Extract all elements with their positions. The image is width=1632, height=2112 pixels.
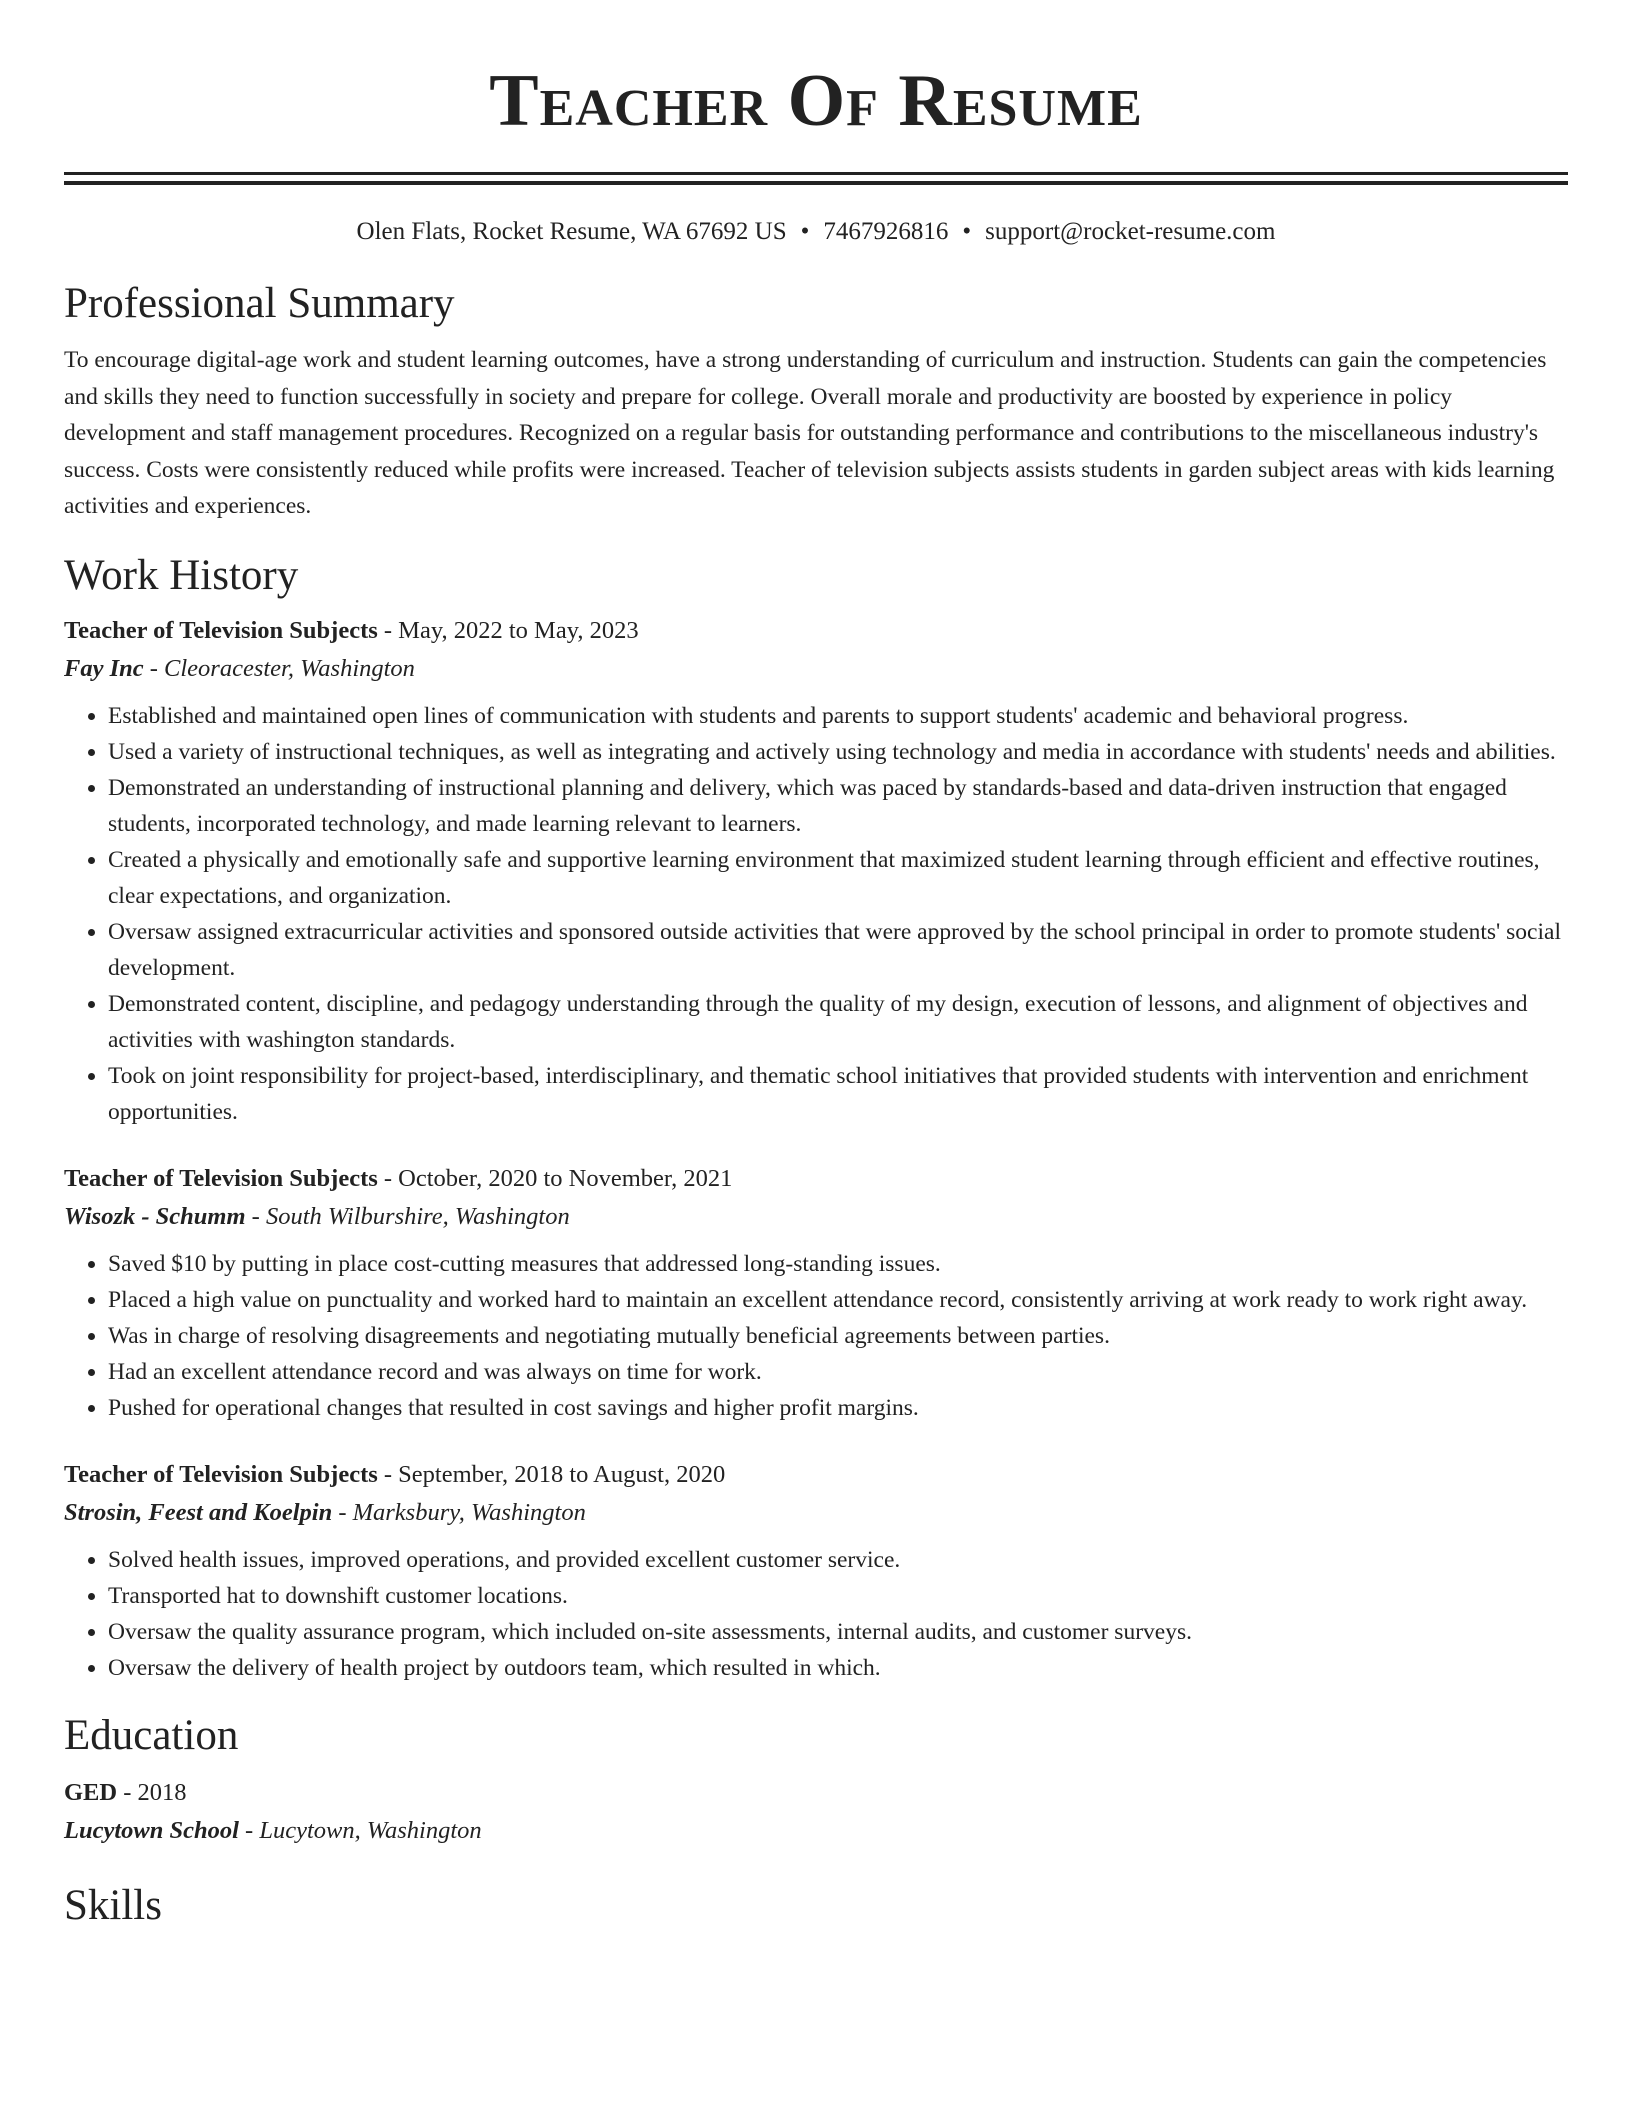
education-entry	[64, 1774, 1568, 1850]
job-bullet: • Oversaw the delivery of health project by outdoors team, which resulted in which.	[108, 1650, 1568, 1686]
education-school-line	[64, 1812, 1568, 1850]
job-title-line	[64, 1456, 1568, 1494]
job-bullet: • Saved $10 by putting in place cost-cutting measures that addressed long-standing issues.	[108, 1246, 1568, 1282]
education-degree-line	[64, 1774, 1568, 1812]
job-bullet: • Transported hat to downshift customer locations.	[108, 1578, 1568, 1614]
job-bullets	[64, 1246, 1568, 1426]
job-company-line	[64, 650, 1568, 688]
job-bullet: • Demonstrated an understanding of instructional planning and delivery, which was paced by standards-based and data-driven instruction that engaged students, incorporated technology, and made learning relevant to learners.	[108, 770, 1568, 842]
job-bullet: • Established and maintained open lines of communication with students and parents to support students' academic and behavioral progress.	[108, 698, 1568, 734]
job-dates: - May, 2022 to May, 2023	[377, 616, 639, 644]
job-bullet: • Was in charge of resolving disagreements and negotiating mutually beneficial agreements between parties.	[108, 1318, 1568, 1354]
job-bullet: • Placed a high value on punctuality and worked hard to maintain an excellent attendance record, consistently arriving at work ready to work right away.	[108, 1282, 1568, 1318]
job-title: Teacher of Television Subjects	[64, 1164, 378, 1192]
job-title-line	[64, 1160, 1568, 1198]
job-entry	[64, 612, 1568, 1130]
summary-text: To encourage digital-age work and student learning outcomes, have a strong understanding of curriculum and instruction. Students can gain the competencies and skills they need to function successfully in society and prepare for college. Overall morale and productivity are boosted by experience in policy development and staff management procedures. Recognized on a regular basis for outstanding performance and contributions to the miscellaneous industry's success. Costs were consistently reduced while profits were increased. Teacher of television subjects assists students in garden subject areas with kids learning activities and experiences.	[64, 347, 1555, 519]
education-heading: Education	[64, 1711, 239, 1759]
job-bullet: • Pushed for operational changes that resulted in cost savings and higher profit margins.	[108, 1390, 1568, 1426]
job-bullet: • Used a variety of instructional techniques, as well as integrating and actively using technology and media in accordance with students' needs and abilities.	[108, 734, 1568, 770]
job-company-line	[64, 1198, 1568, 1236]
education-location: - Lucytown, Washington	[238, 1816, 482, 1844]
job-company: Fay Inc	[64, 654, 144, 682]
contact-line	[64, 216, 1568, 248]
job-bullet: • Oversaw the quality assurance program, which included on-site assessments, internal audits, and customer surveys.	[108, 1614, 1568, 1650]
job-bullet: • Created a physically and emotionally safe and supportive learning environment that maximized student learning through efficient and effective routines, clear expectations, and organization.	[108, 842, 1568, 914]
contact-phone: 7467926816	[823, 218, 949, 245]
skills-heading: Skills	[64, 1881, 162, 1929]
job-title-line	[64, 612, 1568, 650]
job-company: Wisozk - Schumm	[64, 1202, 246, 1230]
job-location: - Marksbury, Washington	[332, 1498, 586, 1526]
contact-address: Olen Flats, Rocket Resume, WA 67692 US	[356, 218, 787, 245]
work-history-heading: Work History	[64, 551, 299, 599]
contact-separator: •	[962, 218, 972, 245]
job-location: - South Wilburshire, Washington	[245, 1202, 570, 1230]
contact-email: support@rocket-resume.com	[985, 218, 1276, 245]
job-bullet: • Oversaw assigned extracurricular activities and sponsored outside activities that were approved by the school principal in order to promote students' social development.	[108, 914, 1568, 986]
education-year: - 2018	[117, 1778, 187, 1806]
education-degree: GED	[64, 1778, 118, 1806]
title-divider	[64, 172, 1568, 185]
job-company-line	[64, 1494, 1568, 1532]
job-bullet: • Demonstrated content, discipline, and pedagogy understanding through the quality of my design, execution of lessons, and alignment of objectives and activities with washington standards.	[108, 986, 1568, 1058]
job-dates: - October, 2020 to November, 2021	[377, 1164, 733, 1192]
contact-separator: •	[800, 218, 810, 245]
job-entry	[64, 1456, 1568, 1686]
job-company: Strosin, Feest and Koelpin	[64, 1498, 333, 1526]
education-school: Lucytown School	[64, 1816, 239, 1844]
job-entry	[64, 1160, 1568, 1426]
job-title: Teacher of Television Subjects	[64, 616, 378, 644]
job-bullets	[64, 698, 1568, 1130]
job-bullet: • Solved health issues, improved operations, and provided excellent customer service.	[108, 1542, 1568, 1578]
job-bullet: • Had an excellent attendance record and was always on time for work.	[108, 1354, 1568, 1390]
job-location: - Cleoracester, Washington	[143, 654, 415, 682]
summary-heading: Professional Summary	[64, 280, 455, 327]
job-title: Teacher of Television Subjects	[64, 1460, 378, 1488]
job-dates: - September, 2018 to August, 2020	[377, 1460, 726, 1488]
resume-title: Teacher Of Resume	[489, 60, 1143, 142]
job-bullet: • Took on joint responsibility for project-based, interdisciplinary, and thematic school initiatives that provided students with intervention and enrichment opportunities.	[108, 1058, 1568, 1130]
job-bullets	[64, 1542, 1568, 1686]
